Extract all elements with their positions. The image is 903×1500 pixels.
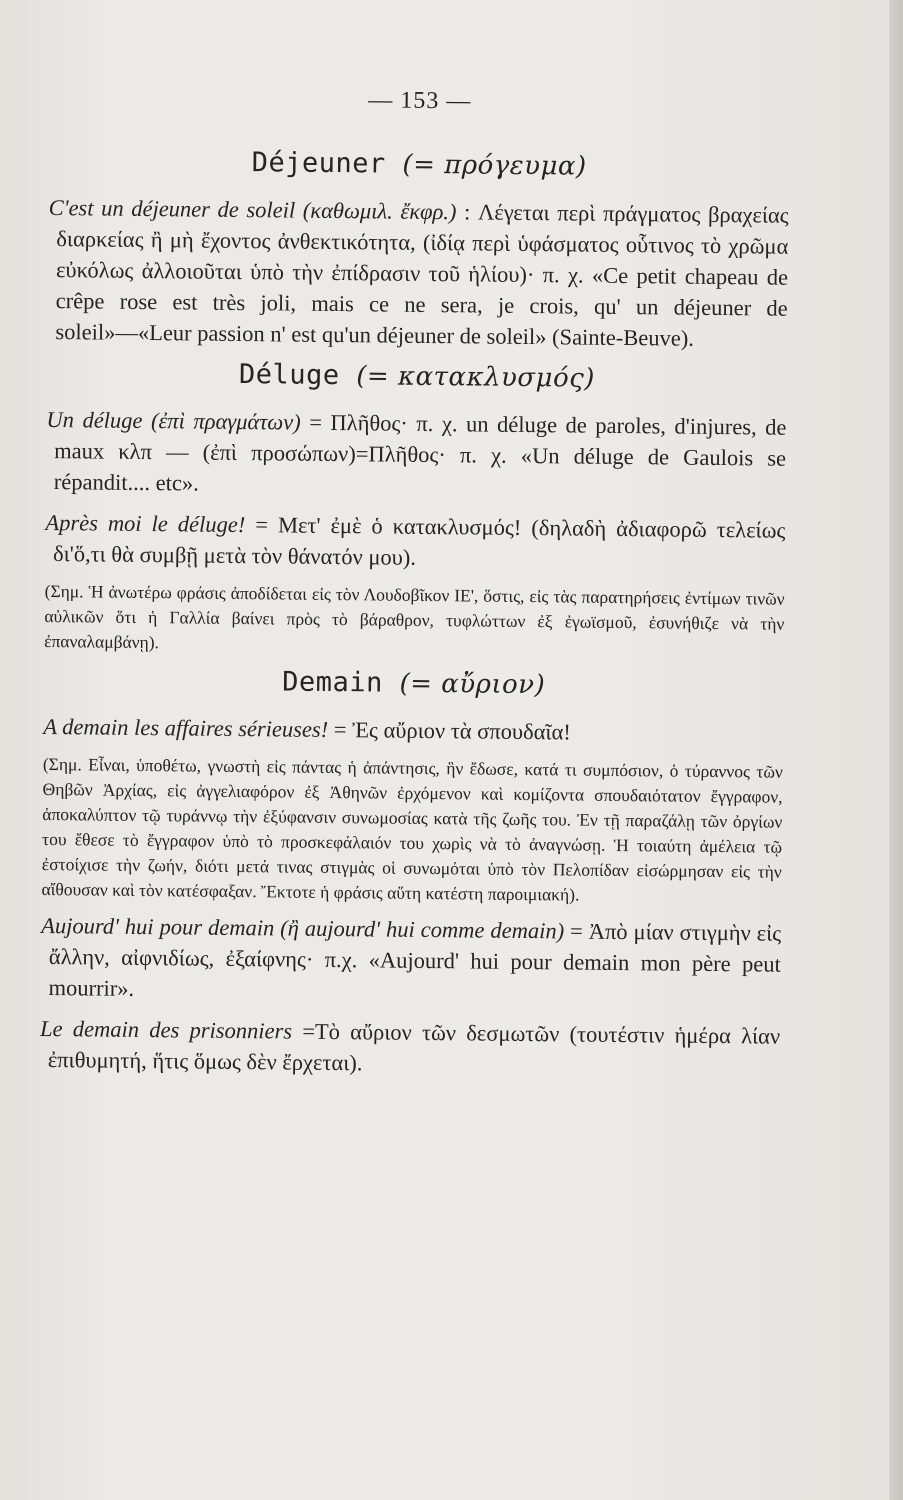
entry-lemma: Le demain des prisonniers (39, 1015, 293, 1044)
entry-text: : Λέγεται περὶ πράγματος βραχείας διαρκείας ἢ μὴ ἔχοντος ἀνθεκτικότητα, (ἰδίᾳ περὶ ὑφάσματος οὗτινος τὸ χρῶμα εὐκόλως ἀλλοιοῦται ὑπὸ τὴν ἐπίδρασιν τοῦ ἡλίου)· π. χ. «Ce petit chapeau de crêpe rose est très joli, mais ce ne sera, je crois, qu' un déjeuner de soleil»—«Leur passion n' est qu'un déjeuner de soleil» (Sainte-Beuve). (55, 199, 789, 351)
entry-lemma: Aujourd' hui pour demain (ἢ aujourd' hui comme demain) (41, 912, 565, 944)
note-louis-xv: (Σημ. Ἡ ἀνωτέρω φράσις ἀποδίδεται εἰς τὸν Λουδοβῖκον ΙΕ', ὅστις, εἰς τὰς παρατηρήσεις ἐντίμων τινῶν αὐλικῶν ὅτι ἡ Γαλλία βαίνει πρὸς τὸ βάραθρον, τυφλώττων ἐξ ἐγωϊσμοῦ, ἐσυνήθιζε νὰ τὴν ἐπαναλαμβάνῃ). (44, 580, 785, 653)
entry-text: = Ἐς αὔριον τὰ σπουδαῖα! (333, 717, 571, 745)
entry-un-deluge (46, 404, 787, 505)
entry-lemma: Après moi le déluge! (45, 509, 246, 538)
section-heading-demain (44, 664, 784, 703)
note-archias: (Σημ. Εἶναι, ὑποθέτω, γνωστὴ εἰς πάντας ἡ ἀπάντησις, ἣν ἔδωσε, κατά τι συμπόσιον, ὁ τύραννος τῶν Θηβῶν Ἀρχίας, εἰς ἀγγελιαφόρον ἐξ Ἀθηνῶν ἐρχόμενον καὶ κομίζοντα σπουδαιότατον ἔγγραφον, ἀποκαλύπτον τῷ τυράννῳ τὴν ἐξύφανσιν συνωμοσίας κατὰ τῆς ζωῆς του. Ἐν τῇ παραζάλῃ τῶν ὀργίων του ἔθεσε τὸ ἔγγραφον ὑπὸ τὸ προσκεφάλαιόν του χωρὶς νὰ τὸ ἀναγνώσῃ. Ἡ τοιαύτη ἀμέλεια τῷ ἐστοίχισε τὴν ζωήν, διότι μετά τινας στιγμὰς οἱ συνωμόται ὑπὸ τὸν Πελοπίδαν εἰσώρμησαν εἰς τὴν αἴθουσαν καὶ τὸν κατέσφαξαν. Ἔκτοτε ἡ φράσις αὕτη κατέστη παροιμιακή). (41, 753, 783, 905)
entry-apres-moi (45, 507, 786, 577)
section-heading-deluge (47, 357, 787, 396)
heading-term: Demain (282, 666, 383, 699)
entry-le-demain-des-prisonniers (40, 1013, 781, 1083)
heading-gloss: (= αὔριον) (399, 668, 546, 701)
page-number: — 153 — (368, 87, 472, 115)
entry-text: =Τὸ αὔριον τῶν δεσμωτῶν (τουτέστιν ἡμέρα λίαν ἐπιθυμητή, ἥτις ὅμως δὲν ἔρχεται). (47, 1018, 781, 1076)
entry-lemma: Un déluge (ἐπὶ πραγμάτων) (46, 406, 301, 435)
entry-text: = Ἀπὸ μίαν στιγμὴν εἰς ἄλλην, αἰφνιδίως, ἐξαίφνης· π.χ. «Aujourd' hui pour demain mon père peut mourrir». (48, 918, 782, 1001)
entry-cest-un-dejeuner (47, 192, 789, 355)
heading-gloss: (= κατακλυσμός) (356, 361, 596, 394)
entry-lemma: C'est un déjeuner de soleil (καθωμιλ. ἔκφρ.) (48, 194, 457, 225)
heading-term: Déluge (238, 358, 340, 392)
entry-text: = Μετ' ἐμὲ ὁ κατακλυσμός! (δηλαδὴ ἀδιαφορῶ τελείως δι'ὅ,τι θὰ συμβῇ μετὰ τὸν θάνατόν μου). (52, 512, 786, 570)
heading-gloss: (= πρόγευμα) (402, 149, 587, 182)
entry-text: = Πλῆθος· π. χ. un déluge de paroles, d'injures, de maux κλπ — (ἐπὶ προσώπων)=Πλῆθος· π. χ. «Un déluge de Gaulois se répandit.... etc». (53, 409, 787, 496)
heading-term: Déjeuner (251, 147, 386, 180)
page-content (40, 84, 790, 1093)
page-edge (889, 0, 903, 1500)
entry-a-demain (43, 711, 783, 750)
section-heading-dejeuner (49, 145, 789, 184)
entry-aujourdhui-pour-demain (40, 910, 781, 1011)
entry-lemma: A demain les affaires sérieuses! (43, 713, 329, 742)
